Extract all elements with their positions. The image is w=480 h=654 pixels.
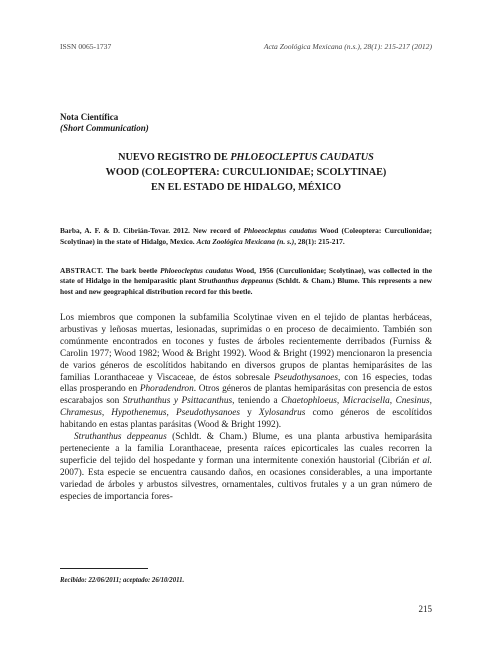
article-title-line-1 — [60, 150, 432, 165]
article-title — [60, 150, 432, 195]
abstract-label: ABSTRACT. — [60, 266, 104, 275]
abstract — [60, 266, 432, 297]
citation-text: Wood (Coleoptera: Curculionidae; Scolytinae) in the state of Hidalgo, Mexico. — [60, 226, 433, 246]
body-text-run: (Schldt. & Cham.) Blume, es una planta arbustiva hemiparásita perteneciente a la familia Loranthaceae, presenta raíces epicorticales las cuales recorren la superficie del tejido del hospedante y forman una intermitente conexión haustorial (Cibrián — [60, 432, 432, 466]
genus-name: Chaetophloeus, Micracisella, Cnesinus, Chramesus, Hypothenemus, Pseudothysanoes — [60, 396, 432, 419]
body-text — [60, 313, 432, 504]
species-name: Struthanthus deppeanus — [74, 432, 167, 443]
citation-volume: , 28(1): 215-217. — [294, 236, 345, 246]
abstract-text-3: (Schldt. & Cham.) Blume. This represents a new host and new geographical distribution record for this beetle. — [60, 276, 432, 296]
body-text-run: , con 16 especies, todas ellas prosperando en — [60, 372, 432, 395]
article-title-species: PHLOEOCLEPTUS CAUDATUS — [230, 152, 374, 163]
journal-reference: Acta Zoológica Mexicana (n.s.), 28(1): 215-217 (2012) — [263, 42, 432, 51]
abstract-species-2: Struthanthus deppeanus — [198, 276, 274, 286]
abstract-species-1: Phloeocleptus caudatus — [160, 266, 234, 275]
abstract-text-2: Wood, 1956 (Curculionidae; Scolytinae), was collected in the state of Hidalgo in the hemiparasitic plant — [60, 266, 432, 286]
article-title-line-2: WOOD (COLEOPTERA: CURCULIONIDAE; SCOLYTINAE) — [105, 167, 387, 178]
et-al: et al. — [412, 455, 432, 466]
genus-name: Pseudothysanoes — [273, 372, 338, 383]
body-paragraph-1 — [60, 313, 432, 432]
genus-name: Xylosandrus — [258, 408, 306, 419]
abstract-text-1: The bark beetle — [103, 266, 161, 275]
section-title: Nota Científica — [60, 112, 119, 122]
section-subtitle: (Short Communication) — [60, 123, 149, 133]
citation-journal: Acta Zoológica Mexicana (n. s.) — [196, 236, 295, 246]
body-text-run: y — [240, 408, 259, 419]
citation-authors: Barba, A. F. & D. Cibrián-Tovar. 2012. New record of — [60, 226, 244, 235]
citation — [60, 226, 432, 247]
genus-name: Struthanthus y Psittacanthus — [122, 396, 233, 407]
body-text-run: , teniendo a — [232, 396, 282, 407]
citation-species: Phloeocleptus caudatus — [243, 226, 317, 235]
body-text-run: . Otros géneros de plantas hemiparásitas con presencia de estos escarabajos son — [60, 384, 432, 407]
body-paragraph-2 — [60, 432, 432, 503]
body-text-run: como géneros de escolítidos habitando en estas plantas parásitas (Wood & Bright 1992). — [60, 408, 432, 431]
footnote-rule — [60, 568, 148, 569]
footnote: Recibido: 22/06/2011; aceptado: 26/10/2011. — [60, 577, 185, 584]
genus-name: Phoradendron — [139, 384, 194, 395]
body-text-run: Los miembros que componen la subfamilia Scolytinae viven en el tejido de plantas herbáceas, arbustivas y leñosas muertas, lesionadas, suprimidas o en proceso de decaimiento. También son comúnmente encontrados en tocones y fustes de árboles recientemente derribados (Furniss & Carolin 1977; Wood 1982; Wood & Bright 1992). Wood & Bright (1992) mencionaron la presencia de varios géneros de escolítidos habitando en diversos grupos de plantas hemiparásites de las familias Loranthaceae y Viscaceae, de éstos sobresale — [60, 313, 432, 383]
body-text-run: 2007). Esta especie se encuentra causando daños, en ocasiones considerables, a una importante variedad de árboles y arbustos silvestres, ornamentales, cultivos frutales y a un gran número de especies de importancia fores- — [60, 467, 432, 502]
article-title-prefix: NUEVO REGISTRO DE — [118, 152, 231, 163]
page-number: 215 — [418, 604, 432, 614]
article-title-line-3: EN EL ESTADO DE HIDALGO, MÉXICO — [150, 182, 341, 193]
issn-label: ISSN 0065-1737 — [60, 42, 112, 51]
section-heading — [60, 112, 149, 134]
